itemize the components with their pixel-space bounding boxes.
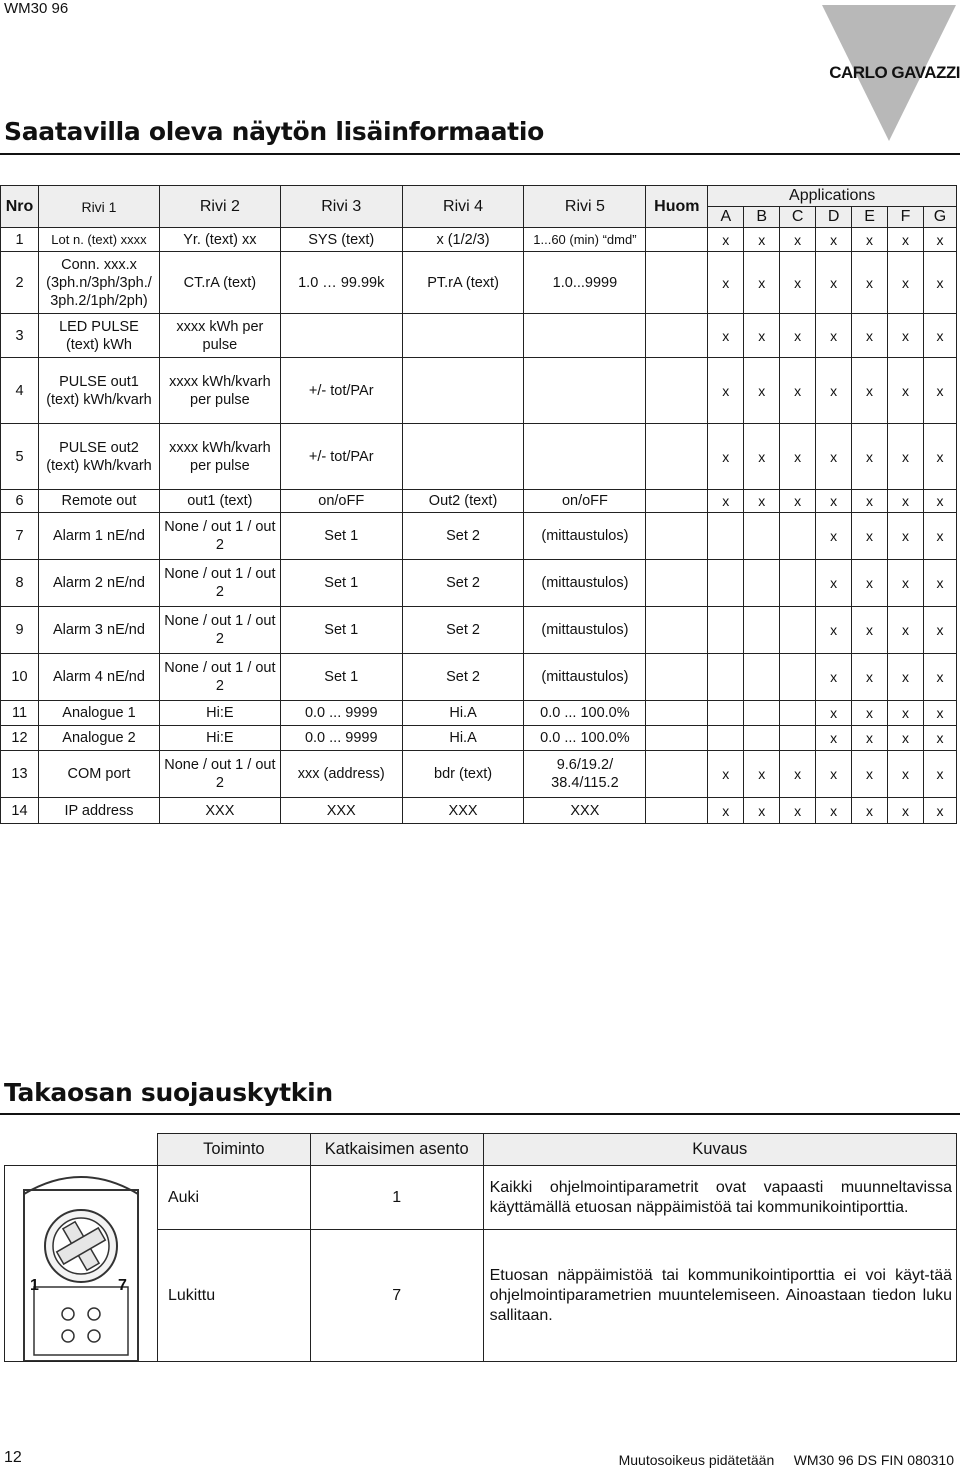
cell-app-d: x <box>816 252 852 314</box>
cell-rivi-1: IP address <box>38 798 159 824</box>
cell-app-e: x <box>852 726 888 751</box>
cell-app-b: x <box>744 424 780 490</box>
cell-app-d: x <box>816 314 852 358</box>
cell-app-c: x <box>780 798 816 824</box>
cell-app-a: x <box>708 424 744 490</box>
section-divider <box>0 1113 960 1115</box>
table-row <box>1 560 957 607</box>
cell-rivi-5 <box>524 358 646 424</box>
row-nro: 8 <box>1 560 39 607</box>
cell-huom <box>646 252 708 314</box>
header-kuvaus: Kuvaus <box>483 1134 956 1166</box>
cell-rivi-3: SYS (text) <box>280 228 402 252</box>
cell-app-c: x <box>780 358 816 424</box>
cell-rivi-1: Lot n. (text) xxxx <box>38 228 159 252</box>
cell-rivi-1: Alarm 4 nE/nd <box>38 654 159 701</box>
cell-rivi-5: (mittaustulos) <box>524 513 646 560</box>
row-nro: 12 <box>1 726 39 751</box>
cell-rivi-2: None / out 1 / out 2 <box>159 751 280 798</box>
cell-app-a: x <box>708 490 744 513</box>
cell-app-f: x <box>888 560 924 607</box>
lock-row-1-kuvaus: Etuosan näppäimistöä tai kommunikointiporttia ei voi käyt-tää ohjelmointiparametrien muuntelemiseen. Ainoastaan tiedon luku sallitaan. <box>483 1230 956 1362</box>
cell-app-g: x <box>923 560 956 607</box>
cell-app-d: x <box>816 607 852 654</box>
cell-app-b <box>744 607 780 654</box>
cell-app-a: x <box>708 314 744 358</box>
row-nro: 14 <box>1 798 39 824</box>
cell-huom <box>646 228 708 252</box>
cell-app-c <box>780 726 816 751</box>
cell-rivi-4 <box>402 424 524 490</box>
cell-app-e: x <box>852 654 888 701</box>
cell-rivi-3: on/oFF <box>280 490 402 513</box>
cell-rivi-4: Hi.A <box>402 701 524 726</box>
cell-app-d: x <box>816 751 852 798</box>
cell-app-d: x <box>816 701 852 726</box>
cell-huom <box>646 424 708 490</box>
cell-rivi-5 <box>524 314 646 358</box>
cell-app-c <box>780 560 816 607</box>
cell-app-e: x <box>852 424 888 490</box>
row-nro: 11 <box>1 701 39 726</box>
cell-rivi-5: 1.0...9999 <box>524 252 646 314</box>
section-divider <box>0 153 960 155</box>
cell-huom <box>646 798 708 824</box>
cell-rivi-5: (mittaustulos) <box>524 560 646 607</box>
cell-app-e: x <box>852 228 888 252</box>
cell-app-a: x <box>708 751 744 798</box>
cell-rivi-2: XXX <box>159 798 280 824</box>
cell-rivi-4: Set 2 <box>402 560 524 607</box>
cell-app-g: x <box>923 607 956 654</box>
cell-huom <box>646 358 708 424</box>
cell-app-c <box>780 607 816 654</box>
row-nro: 2 <box>1 252 39 314</box>
cell-app-c: x <box>780 490 816 513</box>
cell-rivi-5: 9.6/19.2/ 38.4/115.2 <box>524 751 646 798</box>
row-nro: 5 <box>1 424 39 490</box>
cell-app-d: x <box>816 726 852 751</box>
cell-rivi-3: Set 1 <box>280 654 402 701</box>
table-row <box>1 490 957 513</box>
cell-huom <box>646 726 708 751</box>
table-row <box>1 424 957 490</box>
cell-app-e: x <box>852 798 888 824</box>
cell-rivi-2: Hi:E <box>159 701 280 726</box>
cell-app-g: x <box>923 798 956 824</box>
header-applications: Applications <box>708 186 957 207</box>
table-row <box>1 701 957 726</box>
cell-app-d: x <box>816 798 852 824</box>
cell-app-c: x <box>780 424 816 490</box>
lock-row-0-asento: 1 <box>310 1166 483 1230</box>
lock-row-0-toiminto: Auki <box>157 1166 310 1230</box>
cell-rivi-4 <box>402 314 524 358</box>
cell-app-c: x <box>780 751 816 798</box>
cell-rivi-4: Out2 (text) <box>402 490 524 513</box>
cell-rivi-5: 0.0 ... 100.0% <box>524 726 646 751</box>
cell-app-e: x <box>852 560 888 607</box>
lock-row-0-kuvaus: Kaikki ohjelmointiparametrit ovat vapaasti muunneltavissa käyttämällä etuosan näppäimistöä tai kommunikointiporttia. <box>483 1166 956 1230</box>
cell-app-b: x <box>744 751 780 798</box>
cell-rivi-1: Analogue 2 <box>38 726 159 751</box>
cell-rivi-1: Alarm 1 nE/nd <box>38 513 159 560</box>
display-info-table <box>0 185 957 824</box>
cell-rivi-2: out1 (text) <box>159 490 280 513</box>
cell-app-a: x <box>708 798 744 824</box>
cell-rivi-2: None / out 1 / out 2 <box>159 513 280 560</box>
cell-rivi-1: COM port <box>38 751 159 798</box>
cell-app-c: x <box>780 228 816 252</box>
cell-rivi-2: Hi:E <box>159 726 280 751</box>
cell-huom <box>646 490 708 513</box>
header-app-c: C <box>780 207 816 228</box>
cell-rivi-5 <box>524 424 646 490</box>
cell-app-a <box>708 701 744 726</box>
table-row <box>1 654 957 701</box>
cell-rivi-1: PULSE out1 (text) kWh/kvarh <box>38 358 159 424</box>
cell-app-f: x <box>888 701 924 726</box>
cell-rivi-2: None / out 1 / out 2 <box>159 654 280 701</box>
cell-rivi-1: Remote out <box>38 490 159 513</box>
cell-app-f: x <box>888 358 924 424</box>
cell-rivi-5: 0.0 ... 100.0% <box>524 701 646 726</box>
cell-rivi-3: +/- tot/PAr <box>280 358 402 424</box>
switch-figure-cell <box>5 1166 158 1362</box>
cell-rivi-4: Set 2 <box>402 607 524 654</box>
row-nro: 13 <box>1 751 39 798</box>
cell-app-d: x <box>816 358 852 424</box>
cell-app-a <box>708 654 744 701</box>
cell-rivi-2: None / out 1 / out 2 <box>159 560 280 607</box>
cell-rivi-1: Alarm 2 nE/nd <box>38 560 159 607</box>
header-rivi-1: Rivi 1 <box>38 186 159 228</box>
cell-app-e: x <box>852 607 888 654</box>
cell-app-f: x <box>888 798 924 824</box>
cell-rivi-1: PULSE out2 (text) kWh/kvarh <box>38 424 159 490</box>
cell-app-f: x <box>888 751 924 798</box>
cell-app-f: x <box>888 252 924 314</box>
header-rivi-2: Rivi 2 <box>159 186 280 228</box>
table-row <box>1 751 957 798</box>
cell-rivi-3 <box>280 314 402 358</box>
cell-app-b <box>744 513 780 560</box>
cell-app-g: x <box>923 228 956 252</box>
cell-app-a: x <box>708 358 744 424</box>
cell-app-c <box>780 513 816 560</box>
cell-huom <box>646 607 708 654</box>
cell-app-f: x <box>888 314 924 358</box>
header-app-g: G <box>923 207 956 228</box>
footer-note: Muutosoikeus pidätetään WM30 96 DS FIN 080310 <box>618 1452 954 1468</box>
table-row <box>1 798 957 824</box>
cell-rivi-4 <box>402 358 524 424</box>
cell-huom <box>646 513 708 560</box>
lock-row-1-asento: 7 <box>310 1230 483 1362</box>
cell-app-f: x <box>888 654 924 701</box>
cell-app-b: x <box>744 798 780 824</box>
cell-app-b <box>744 726 780 751</box>
row-nro: 3 <box>1 314 39 358</box>
cell-rivi-1: Conn. xxx.x (3ph.n/3ph/3ph./ 3ph.2/1ph/2ph) <box>38 252 159 314</box>
header-rivi-4: Rivi 4 <box>402 186 524 228</box>
cell-app-b <box>744 701 780 726</box>
header-app-b: B <box>744 207 780 228</box>
cell-rivi-1: Analogue 1 <box>38 701 159 726</box>
cell-rivi-2: None / out 1 / out 2 <box>159 607 280 654</box>
header-app-f: F <box>888 207 924 228</box>
cell-app-e: x <box>852 252 888 314</box>
cell-app-e: x <box>852 358 888 424</box>
cell-app-b: x <box>744 490 780 513</box>
header-rivi-3: Rivi 3 <box>280 186 402 228</box>
cell-app-b: x <box>744 252 780 314</box>
cell-app-g: x <box>923 726 956 751</box>
cell-app-a <box>708 726 744 751</box>
cell-app-b <box>744 560 780 607</box>
cell-rivi-5: (mittaustulos) <box>524 654 646 701</box>
cell-app-g: x <box>923 314 956 358</box>
cell-app-b: x <box>744 314 780 358</box>
cell-huom <box>646 314 708 358</box>
cell-rivi-3: +/- tot/PAr <box>280 424 402 490</box>
cell-rivi-3: Set 1 <box>280 513 402 560</box>
cell-app-f: x <box>888 228 924 252</box>
header-app-a: A <box>708 207 744 228</box>
cell-app-g: x <box>923 513 956 560</box>
row-nro: 7 <box>1 513 39 560</box>
cell-rivi-4: XXX <box>402 798 524 824</box>
cell-app-d: x <box>816 560 852 607</box>
cell-rivi-2: xxxx kWh/kvarh per pulse <box>159 358 280 424</box>
cell-app-b: x <box>744 228 780 252</box>
rear-switch-table <box>4 1133 957 1362</box>
cell-app-f: x <box>888 490 924 513</box>
cell-app-f: x <box>888 726 924 751</box>
cell-rivi-5: XXX <box>524 798 646 824</box>
cell-app-f: x <box>888 424 924 490</box>
cell-app-f: x <box>888 513 924 560</box>
row-nro: 4 <box>1 358 39 424</box>
cell-rivi-4: bdr (text) <box>402 751 524 798</box>
cell-app-e: x <box>852 701 888 726</box>
row-nro: 1 <box>1 228 39 252</box>
cell-app-a: x <box>708 252 744 314</box>
cell-huom <box>646 560 708 607</box>
table-row <box>1 358 957 424</box>
table-row <box>1 607 957 654</box>
section-title-display-info: Saatavilla oleva näytön lisäinformaatio <box>4 117 544 146</box>
cell-app-a <box>708 607 744 654</box>
cell-app-b: x <box>744 358 780 424</box>
cell-app-g: x <box>923 424 956 490</box>
cell-rivi-3: xxx (address) <box>280 751 402 798</box>
cell-app-c: x <box>780 314 816 358</box>
cell-huom <box>646 654 708 701</box>
switch-position-1-label: 1 <box>29 1277 39 1294</box>
brand-logo-text: CARLO GAVAZZI <box>829 63 960 82</box>
row-nro: 9 <box>1 607 39 654</box>
cell-huom <box>646 751 708 798</box>
display-info-table-body <box>1 228 957 824</box>
cell-rivi-2: CT.rA (text) <box>159 252 280 314</box>
cell-rivi-3: Set 1 <box>280 607 402 654</box>
cell-app-g: x <box>923 654 956 701</box>
cell-rivi-1: Alarm 3 nE/nd <box>38 607 159 654</box>
table-row <box>1 314 957 358</box>
cell-huom <box>646 701 708 726</box>
cell-rivi-4: x (1/2/3) <box>402 228 524 252</box>
cell-app-d: x <box>816 424 852 490</box>
table-row <box>1 228 957 252</box>
cell-rivi-4: PT.rA (text) <box>402 252 524 314</box>
row-nro: 6 <box>1 490 39 513</box>
header-app-d: D <box>816 207 852 228</box>
cell-app-d: x <box>816 228 852 252</box>
cell-app-f: x <box>888 607 924 654</box>
switch-position-7-label: 7 <box>117 1277 127 1294</box>
header-rivi-5: Rivi 5 <box>524 186 646 228</box>
cell-app-b <box>744 654 780 701</box>
cell-app-d: x <box>816 490 852 513</box>
document-code: WM30 96 <box>4 0 69 17</box>
cell-app-d: x <box>816 513 852 560</box>
cell-rivi-3: 1.0 … 99.99k <box>280 252 402 314</box>
cell-app-d: x <box>816 654 852 701</box>
cell-rivi-5: 1...60 (min) “dmd” <box>524 228 646 252</box>
header-app-e: E <box>852 207 888 228</box>
cell-app-a <box>708 560 744 607</box>
cell-rivi-4: Set 2 <box>402 654 524 701</box>
table-row <box>1 252 957 314</box>
cell-rivi-3: XXX <box>280 798 402 824</box>
cell-rivi-2: xxxx kWh per pulse <box>159 314 280 358</box>
cell-rivi-3: 0.0 ... 9999 <box>280 726 402 751</box>
section-title-rear-switch: Takaosan suojauskytkin <box>4 1078 333 1107</box>
header-asento: Katkaisimen asento <box>310 1134 483 1166</box>
row-nro: 10 <box>1 654 39 701</box>
cell-app-g: x <box>923 701 956 726</box>
header-nro: Nro <box>1 186 39 228</box>
cell-app-c <box>780 654 816 701</box>
header-huom: Huom <box>646 186 708 228</box>
header-empty <box>5 1134 158 1166</box>
cell-app-e: x <box>852 513 888 560</box>
cell-app-e: x <box>852 751 888 798</box>
header-toiminto: Toiminto <box>157 1134 310 1166</box>
cell-app-g: x <box>923 252 956 314</box>
cell-rivi-1: LED PULSE (text) kWh <box>38 314 159 358</box>
table-row <box>1 726 957 751</box>
cell-app-a <box>708 513 744 560</box>
rear-switch-illustration <box>6 1166 156 1361</box>
cell-rivi-2: Yr. (text) xx <box>159 228 280 252</box>
cell-rivi-3: Set 1 <box>280 560 402 607</box>
cell-app-e: x <box>852 490 888 513</box>
cell-app-g: x <box>923 490 956 513</box>
cell-rivi-3: 0.0 ... 9999 <box>280 701 402 726</box>
cell-app-g: x <box>923 751 956 798</box>
cell-app-g: x <box>923 358 956 424</box>
lock-row-1-toiminto: Lukittu <box>157 1230 310 1362</box>
cell-rivi-4: Hi.A <box>402 726 524 751</box>
cell-app-c <box>780 701 816 726</box>
cell-app-e: x <box>852 314 888 358</box>
cell-rivi-4: Set 2 <box>402 513 524 560</box>
cell-rivi-2: xxxx kWh/kvarh per pulse <box>159 424 280 490</box>
cell-app-c: x <box>780 252 816 314</box>
cell-app-a: x <box>708 228 744 252</box>
table-row <box>1 513 957 560</box>
cell-rivi-5: on/oFF <box>524 490 646 513</box>
page-number: 12 <box>4 1449 22 1466</box>
cell-rivi-5: (mittaustulos) <box>524 607 646 654</box>
